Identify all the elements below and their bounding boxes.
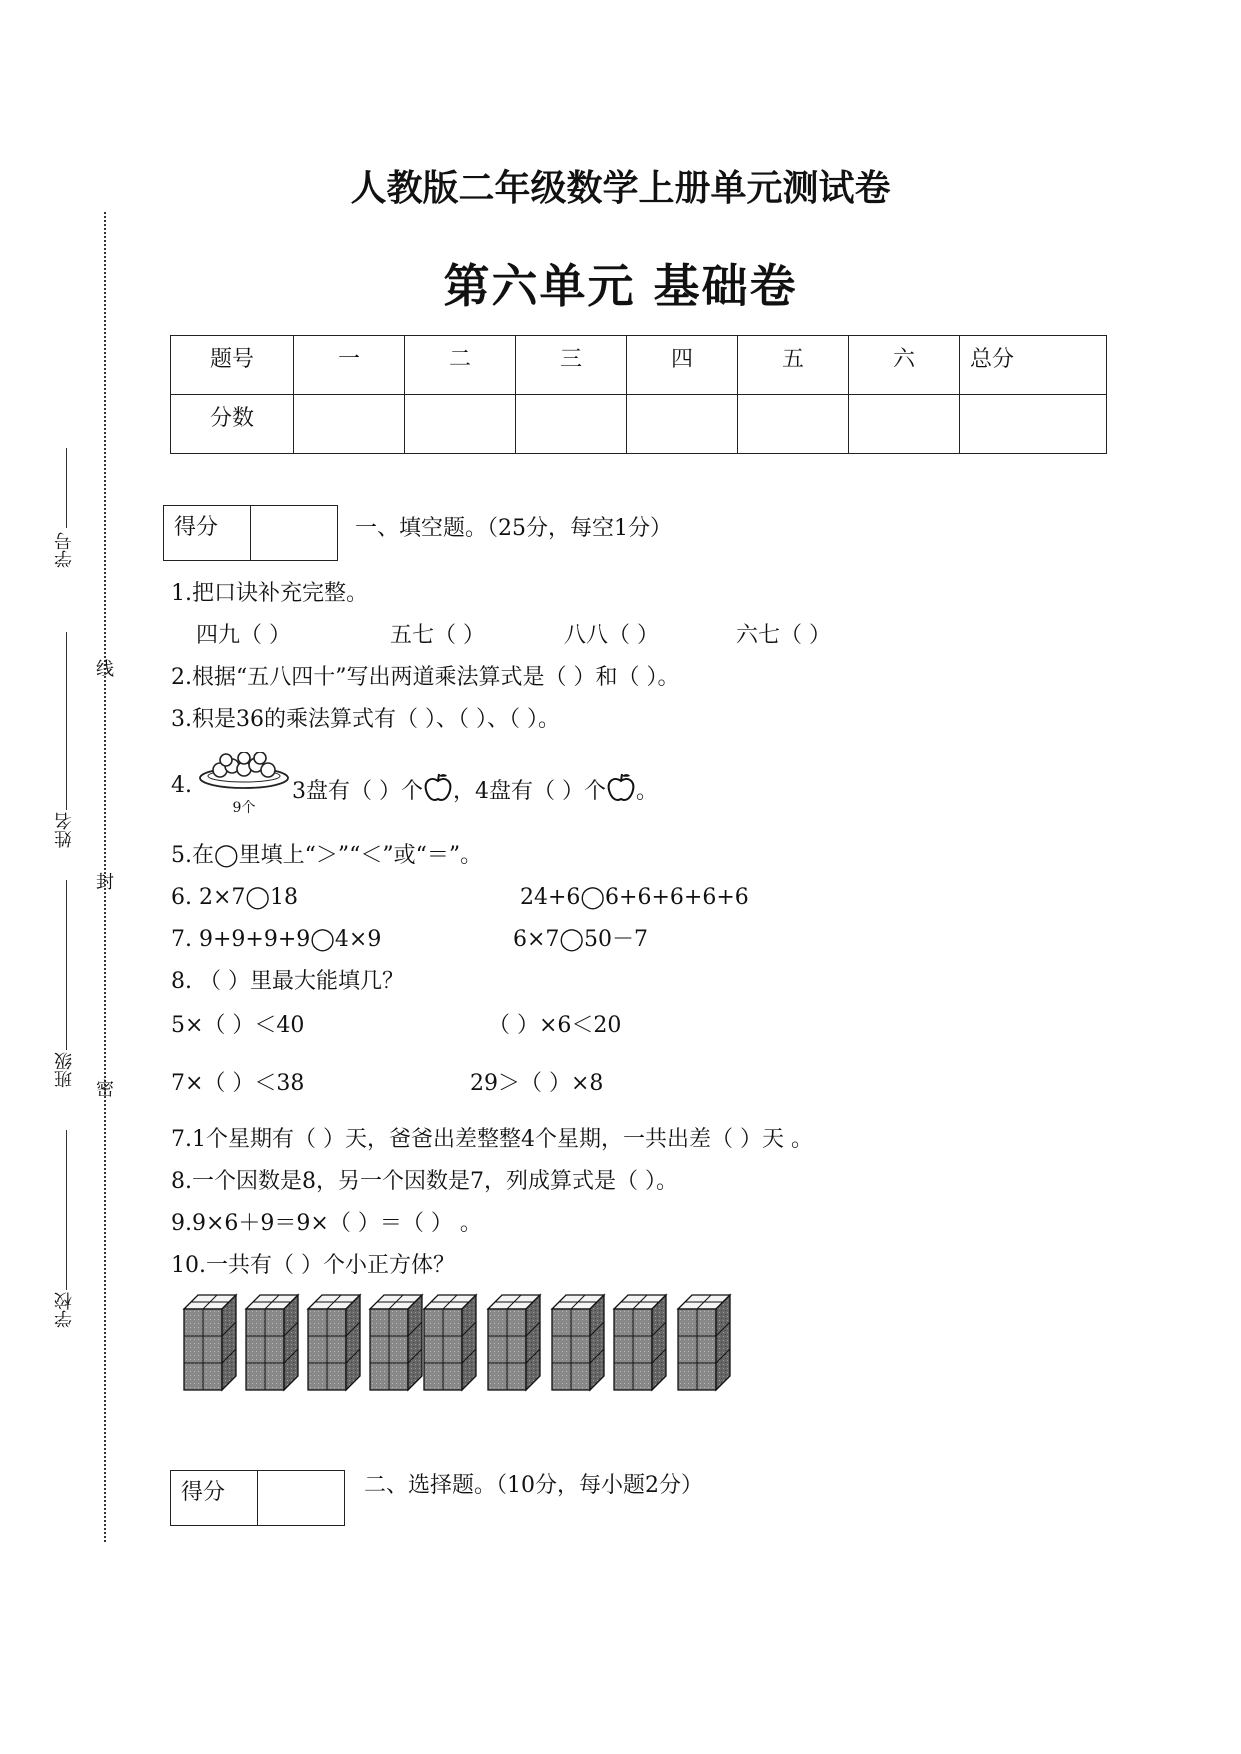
- apple-icon: [606, 772, 636, 812]
- question-8: 8. （ ）里最大能填几？: [171, 969, 404, 994]
- score-table-cell: 二: [405, 336, 516, 395]
- question-1a: 四九（ ）: [196, 623, 291, 648]
- score-table-cell: 三: [516, 336, 627, 395]
- score-table-cell: 分数: [171, 395, 294, 454]
- question-6b: 24+6◯6+6+6+6+6: [520, 885, 749, 910]
- question-1d: 六七（ ）: [736, 623, 831, 648]
- question-1: 1.把口诀补充完整。: [171, 581, 368, 606]
- school-blank: [66, 1130, 67, 1290]
- score-table-cell: 六: [849, 336, 960, 395]
- section2-score-blank: [258, 1471, 345, 1526]
- score-input-cell: [627, 395, 738, 454]
- score-table-cell: 一: [294, 336, 405, 395]
- seal-char-seal: 封: [96, 872, 114, 893]
- score-input-cell: [738, 395, 849, 454]
- question-4-part1: 3盘有（ ）个: [292, 779, 423, 804]
- seal-char-line: 线: [96, 659, 114, 680]
- question-9: 9.9×6＋9＝9×（ ）＝（ ） 。: [171, 1211, 482, 1236]
- question-4-part2: ，4盘有（ ）个: [453, 779, 606, 804]
- question-7a: 7. 9+9+9+9◯4×9: [171, 927, 382, 952]
- question-8c: 7×（ ）＜38: [171, 1071, 305, 1096]
- section2-score-box: [170, 1470, 345, 1526]
- score-table-cell: 总分: [960, 336, 1107, 395]
- name-blank: [66, 632, 67, 810]
- question-4-prefix: 4.: [171, 773, 192, 798]
- question-8d: 29＞（ ）×8: [470, 1071, 604, 1096]
- question-4: [292, 772, 658, 812]
- section1-heading: 一、填空题。（25分，每空1分）: [355, 516, 672, 541]
- question-7b: 6×7◯50－7: [513, 927, 649, 952]
- question-1c: 八八（ ）: [564, 623, 659, 648]
- section2-heading: 二、选择题。（10分，每小题2分）: [364, 1473, 703, 1498]
- question-6a: 6. 2×7◯18: [171, 885, 299, 910]
- student-id-blank: [66, 448, 67, 528]
- question-2: 2.根据“五八四十”写出两道乘法算式是（ ）和（ ）。: [171, 665, 680, 690]
- apple-plate-icon: [198, 752, 290, 816]
- score-table-header-row: [171, 336, 1107, 395]
- score-input-cell: [849, 395, 960, 454]
- school-label: 学校: [54, 1292, 75, 1328]
- section1-score-box: [163, 505, 338, 561]
- score-input-cell: [405, 395, 516, 454]
- question-8-2: 8.一个因数是8，另一个因数是7，列成算式是（ ）。: [171, 1169, 678, 1194]
- class-label: 班级: [54, 1052, 75, 1088]
- score-table-cell: 四: [627, 336, 738, 395]
- score-table-cell: 五: [738, 336, 849, 395]
- score-input-cell: [294, 395, 405, 454]
- score-table-score-row: [171, 395, 1107, 454]
- cube-stack-icon: [182, 1293, 742, 1393]
- score-input-cell: [516, 395, 627, 454]
- page-subtitle: 第六单元 基础卷: [443, 259, 798, 313]
- score-table-cell: 题号: [171, 336, 294, 395]
- class-blank: [66, 880, 67, 1050]
- page-title: 人教版二年级数学上册单元测试卷: [350, 167, 891, 209]
- score-input-cell: [960, 395, 1107, 454]
- question-3: 3.积是36的乘法算式有（ ）、（ ）、（ ）。: [171, 707, 560, 732]
- score-table: [170, 335, 1107, 454]
- question-1b: 五七（ ）: [390, 623, 485, 648]
- question-5: 5.在◯里填上“＞”“＜”或“＝”。: [171, 843, 483, 868]
- question-4-end: 。: [636, 779, 659, 804]
- name-label: 姓名: [54, 812, 75, 848]
- apple-icon: [423, 772, 453, 812]
- section1-score-label: 得分: [164, 506, 251, 561]
- question-8b: （ ）×6＜20: [488, 1013, 622, 1038]
- student-id-label: 学号: [54, 532, 75, 568]
- section2-score-label: 得分: [171, 1471, 258, 1526]
- question-8a: 5×（ ）＜40: [171, 1013, 305, 1038]
- section1-score-blank: [251, 506, 338, 561]
- question-7-2: 7.1个星期有（ ）天，爸爸出差整整4个星期，一共出差（ ）天 。: [171, 1127, 813, 1152]
- seal-char-secret: 密: [96, 1079, 114, 1100]
- question-10: 10.一共有（ ）个小正方体？: [171, 1253, 455, 1278]
- apple-plate-label: 9个: [232, 800, 256, 816]
